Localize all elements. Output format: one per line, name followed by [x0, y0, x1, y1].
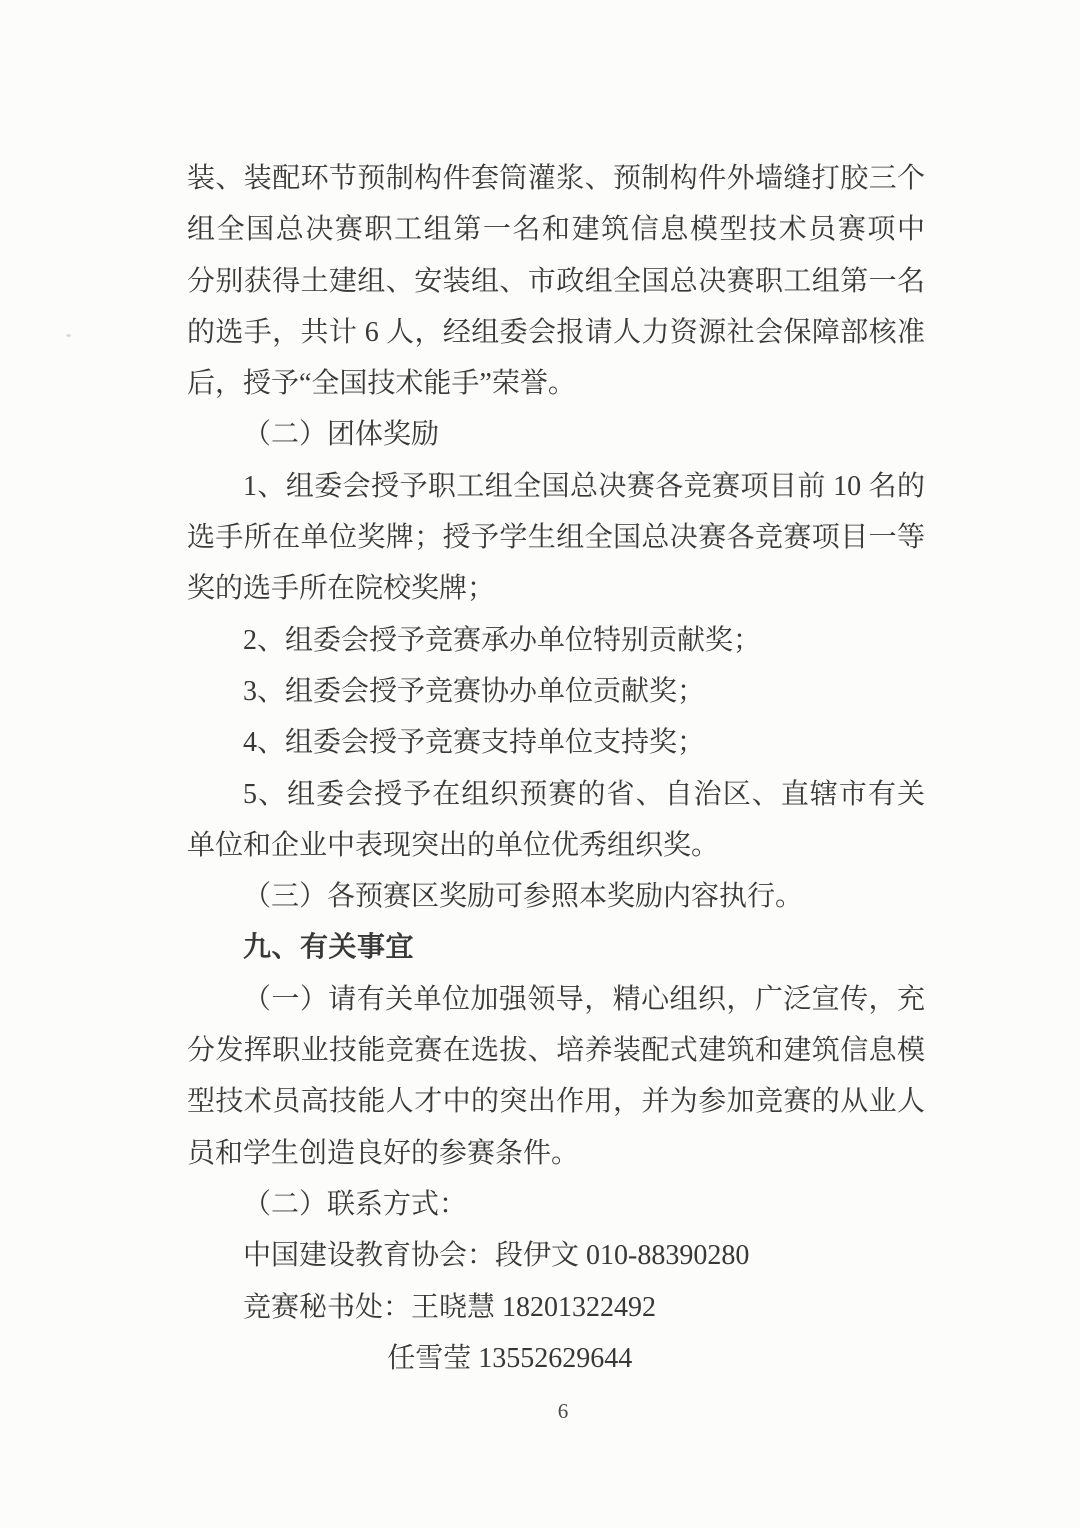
text-line: 2、组委会授予竞赛承办单位特别贡献奖； — [243, 624, 762, 656]
text-line: （二）团体奖励 — [243, 419, 440, 451]
text-line: 的选手，共计 6 人，经组委会报请人力资源社会保障部核准 — [187, 316, 925, 348]
text-line: 任雪莹 13552629644 — [387, 1342, 633, 1374]
text-line: 3、组委会授予竞赛协办单位贡献奖； — [243, 675, 706, 707]
document-body — [187, 153, 925, 1384]
text-line: 中国建设教育协会：段伊文 010-88390280 — [243, 1240, 750, 1272]
text-line: 4、组委会授予竞赛支持单位支持奖； — [243, 727, 706, 759]
scan-artifact-dot — [66, 334, 71, 337]
text-line: 员和学生创造良好的参赛条件。 — [187, 1137, 580, 1169]
text-line: 组全国总决赛职工组第一名和建筑信息模型技术员赛项中 — [187, 214, 925, 246]
text-line: 奖的选手所在院校奖牌； — [187, 573, 496, 605]
text-line: （三）各预赛区奖励可参照本奖励内容执行。 — [243, 881, 804, 913]
text-line: 型技术员高技能人才中的突出作用，并为参加竞赛的从业人 — [187, 1086, 925, 1118]
text-line: 选手所在单位奖牌；授予学生组全国总决赛各竞赛项目一等 — [187, 522, 925, 554]
text-line: 分发挥职业技能竞赛在选拔、培养装配式建筑和建筑信息模 — [187, 1035, 925, 1067]
text-line: 装、装配环节预制构件套筒灌浆、预制构件外墙缝打胶三个 — [187, 163, 925, 194]
page-number: 6 — [557, 1399, 569, 1423]
text-line: 竞赛秘书处：王晓慧 18201322492 — [243, 1291, 657, 1323]
text-line: 5、组委会授予在组织预赛的省、自治区、直辖市有关 — [243, 778, 925, 810]
text-line: 九、有关事宜 — [243, 932, 415, 964]
text-line: （一）请有关单位加强领导，精心组织，广泛宣传，充 — [243, 983, 925, 1015]
text-line: （二）联系方式： — [243, 1188, 468, 1220]
text-line: 1、组委会授予职工组全国总决赛各竞赛项目前 10 名的 — [243, 470, 925, 502]
text-line: 后，授予“全国技术能手”荣誉。 — [187, 368, 576, 400]
text-line: 单位和企业中表现突出的单位优秀组织奖。 — [187, 829, 720, 861]
text-line: 分别获得土建组、安装组、市政组全国总决赛职工组第一名 — [187, 265, 925, 297]
